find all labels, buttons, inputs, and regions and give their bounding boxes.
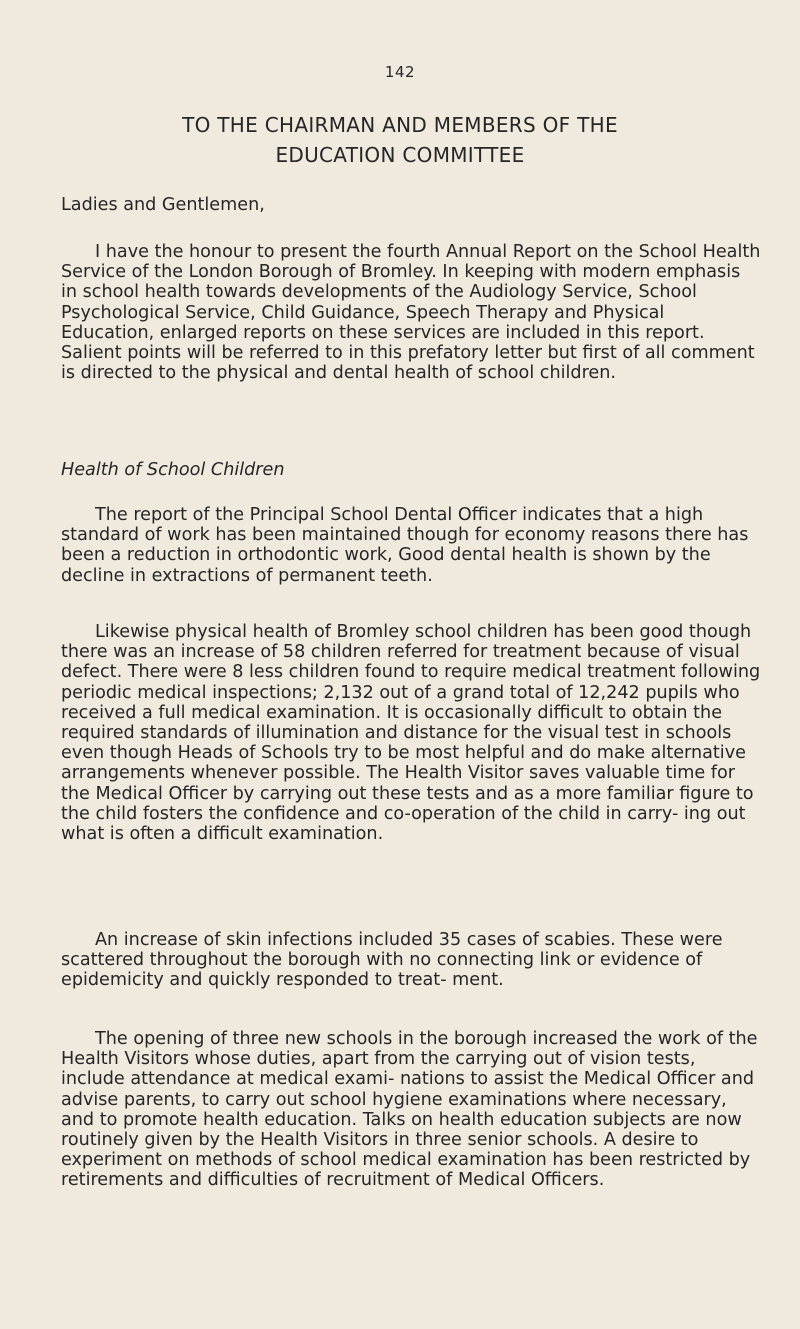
intro-paragraph: I have the honour to present the fourth Annual Report on the School Health Service of the London Borough of Bromley. In keeping with modern emphasis in school health towards developments of the Audiology Service, School Psychological Service, Child Guidance, Speech Therapy and Physical Education, enlarged reports on these services are included in this report. Salient points will be referred to in this prefatory letter but first of all comment is directed to the physical and dental health of school children. [61,242,761,384]
letter-heading [0,110,800,170]
salutation: Ladies and Gentlemen, [61,195,265,215]
skin-infections-paragraph: An increase of skin infections included 35 cases of scabies. These were scattered throughout the borough with no connecting link or evidence of epidemicity and quickly responded to treat- ment. [61,930,723,991]
section-title: Health of School Children [61,460,285,480]
dental-health-paragraph: The report of the Principal School Dental Officer indicates that a high standard of work has been maintained though for economy reasons there has been a reduction in orthodontic work, Good dental health is shown by the decline in extractions of permanent teeth. [61,505,749,586]
heading-line-2: EDUCATION COMMITTEE [275,143,525,167]
physical-health-paragraph: Likewise physical health of Bromley school children has been good though there was an increase of 58 children referred for treatment because of visual defect. There were 8 less children found to require medical treatment following periodic medical inspections; 2,132 out of a grand total of 12,242 pupils who received a full medical examination. It is occasionally difficult to obtain the required standards of illumination and distance for the visual test in schools even though Heads of Schools try to be most helpful and do make alternative arrangements whenever possible. The Health Visitor saves valuable time for the Medical Officer by carrying out these tests and as a more familiar figure to the child fosters the confidence and co-operation of the child in carry- ing out what is often a difficult examination. [61,622,761,845]
health-visitors-paragraph: The opening of three new schools in the borough increased the work of the Health Visitors whose duties, apart from the carrying out of vision tests, include attendance at medical exami- nations to assist the Medical Officer and advise parents, to carry out school hygiene examinations where necessary, and to promote health education. Talks on health education subjects are now routinely given by the Health Visitors in three senior schools. A desire to experiment on methods of school medical examination has been restricted by retirements and difficulties of recruitment of Medical Officers. [61,1029,758,1191]
page-number: 142 [384,63,416,81]
heading-line-1: TO THE CHAIRMAN AND MEMBERS OF THE [182,113,618,137]
